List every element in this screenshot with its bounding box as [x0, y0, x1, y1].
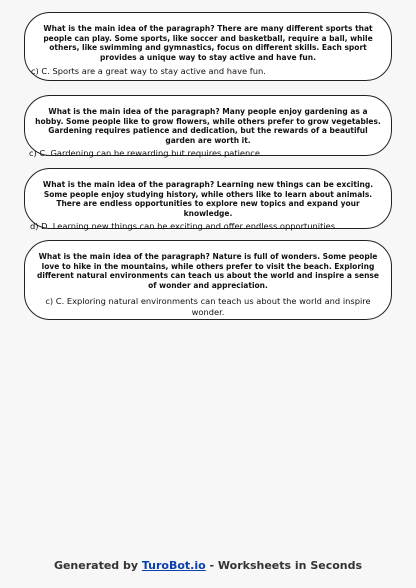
question-text: What is the main idea of the paragraph? There are many different sports that people can play. Some sports, like soccer and basketball, require a ball, while others, like swimming and gymnastics, focus on different skills. Each sport provides a unique way to stay active and have fun.: [43, 24, 373, 62]
answer-text: c) C. Exploring natural environments can teach us about the world and inspire wonder.: [45, 296, 371, 318]
answer-text: d) D. Learning new things can be exciting and offer endless opportunities.: [30, 221, 338, 232]
question-card-4: [24, 240, 392, 320]
answer-text: c) C. Sports are a great way to stay active and have fun.: [31, 66, 266, 77]
question-text: What is the main idea of the paragraph? Nature is full of wonders. Some people love to hike in the mountains, while others prefer to visit the beach. Exploring different natural environments can teach us about the world and inspire a sense of wonder and appreciation.: [37, 252, 379, 290]
question-card-1: [24, 12, 392, 81]
footer-prefix: Generated by: [53, 559, 142, 572]
answer-text: c) C. Gardening can be rewarding but requires patience.: [29, 148, 263, 159]
footer: [0, 559, 416, 572]
question-card-3: [24, 168, 392, 232]
footer-suffix: - Worksheets in Seconds: [205, 559, 363, 572]
question-text: What is the main idea of the paragraph? Many people enjoy gardening as a hobby. Some people like to grow flowers, while others prefer to grow vegetables. Gardening requires patience and dedication, but the rewards of a beautiful garden are worth it.: [35, 107, 381, 145]
turobot-link[interactable]: TuroBot.io: [141, 559, 206, 572]
question-text: What is the main idea of the paragraph? Learning new things can be exciting. Some people enjoy studying history, while others like to learn about animals. There are endless opportunities to explore new topics and expand your knowledge.: [42, 180, 374, 218]
question-card-2: [24, 95, 392, 159]
